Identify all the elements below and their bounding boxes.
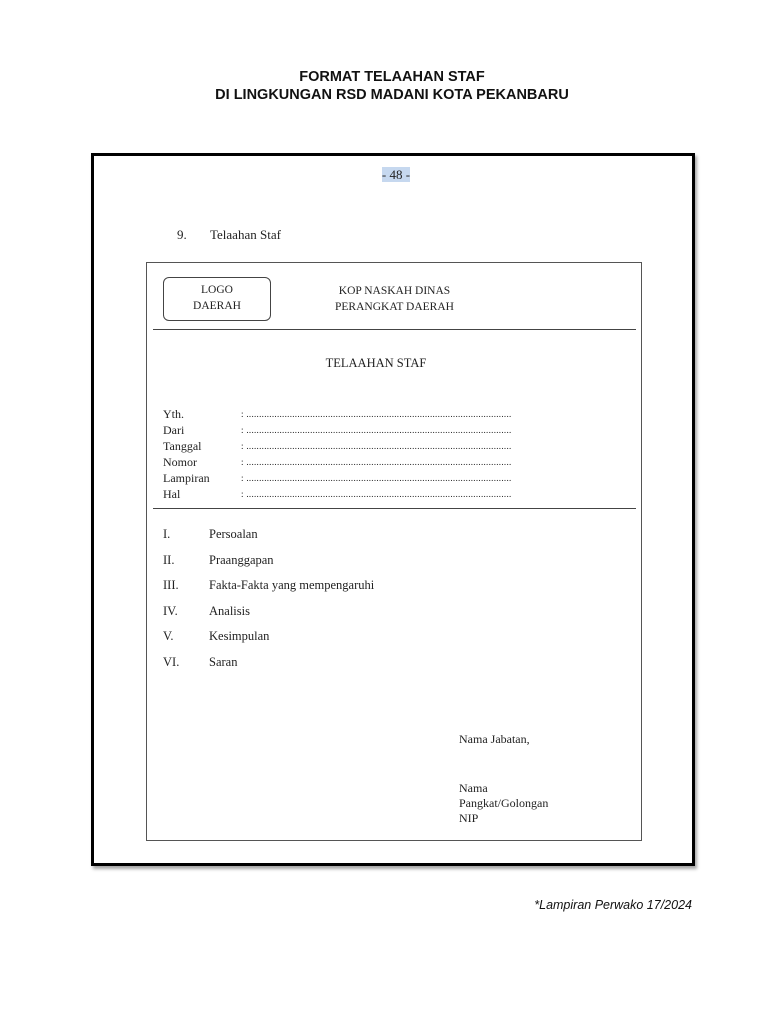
field-dots: : ........................................................................................................ bbox=[241, 457, 512, 467]
section-item-label: Fakta-Fakta yang mempengaruhi bbox=[209, 578, 375, 592]
logo-line-1: LOGO bbox=[201, 284, 233, 296]
title-line-2: DI LINGKUNGAN RSD MADANI KOTA PEKANBARU bbox=[215, 87, 569, 103]
field-dots: : ........................................................................................................ bbox=[241, 473, 512, 483]
field-label: Dari bbox=[163, 423, 185, 437]
telaahan-form bbox=[146, 262, 642, 841]
letterhead-text bbox=[327, 283, 462, 315]
field-label: Hal bbox=[163, 487, 181, 501]
form-title: TELAAHAN STAF bbox=[325, 356, 427, 370]
field-dots: : ........................................................................................................ bbox=[241, 489, 512, 499]
section-title: Telaahan Staf bbox=[210, 227, 281, 242]
section-item-label: Praanggapan bbox=[209, 552, 274, 567]
section-item-number: V. bbox=[163, 629, 174, 643]
page-number-text: - 48 - bbox=[381, 167, 411, 182]
footnote: *Lampiran Perwako 17/2024 bbox=[534, 898, 692, 912]
signature-nip: NIP bbox=[459, 811, 479, 825]
field-dots: : ........................................................................................................ bbox=[241, 425, 512, 435]
logo-line-2: DAERAH bbox=[193, 300, 241, 312]
page-number bbox=[94, 167, 698, 183]
section-item-label: Kesimpulan bbox=[209, 629, 270, 643]
signature-block bbox=[459, 781, 548, 826]
signature-name: Nama bbox=[459, 781, 488, 795]
field-label: Tanggal bbox=[163, 439, 202, 453]
section-item-label: Analisis bbox=[209, 603, 250, 618]
fields-divider bbox=[153, 508, 636, 509]
field-label: Lampiran bbox=[163, 471, 210, 485]
document-title bbox=[0, 68, 768, 104]
title-line-1: FORMAT TELAAHAN STAF bbox=[299, 69, 485, 85]
section-item-label: Saran bbox=[209, 654, 238, 669]
section-item-number: I. bbox=[163, 527, 171, 541]
section-item-number: II. bbox=[163, 552, 175, 567]
logo-placeholder-box bbox=[163, 277, 271, 321]
section-item-label: Persoalan bbox=[209, 527, 258, 541]
section-number: 9. bbox=[177, 227, 187, 242]
field-dots: : ........................................................................................................ bbox=[241, 409, 512, 419]
kop-line-1: KOP NASKAH DINAS bbox=[338, 285, 451, 297]
field-label: Yth. bbox=[163, 407, 184, 421]
letterhead-divider bbox=[153, 329, 636, 330]
section-item-number: IV. bbox=[163, 603, 178, 618]
field-label: Nomor bbox=[163, 455, 197, 469]
field-dots: : ........................................................................................................ bbox=[241, 441, 512, 451]
kop-line-2: PERANGKAT DAERAH bbox=[335, 301, 454, 313]
scanned-page-frame bbox=[91, 153, 695, 866]
signature-position: Nama Jabatan, bbox=[459, 732, 530, 746]
section-item-number: VI. bbox=[163, 654, 180, 669]
section-item-number: III. bbox=[163, 578, 179, 592]
signature-rank: Pangkat/Golongan bbox=[459, 796, 549, 810]
